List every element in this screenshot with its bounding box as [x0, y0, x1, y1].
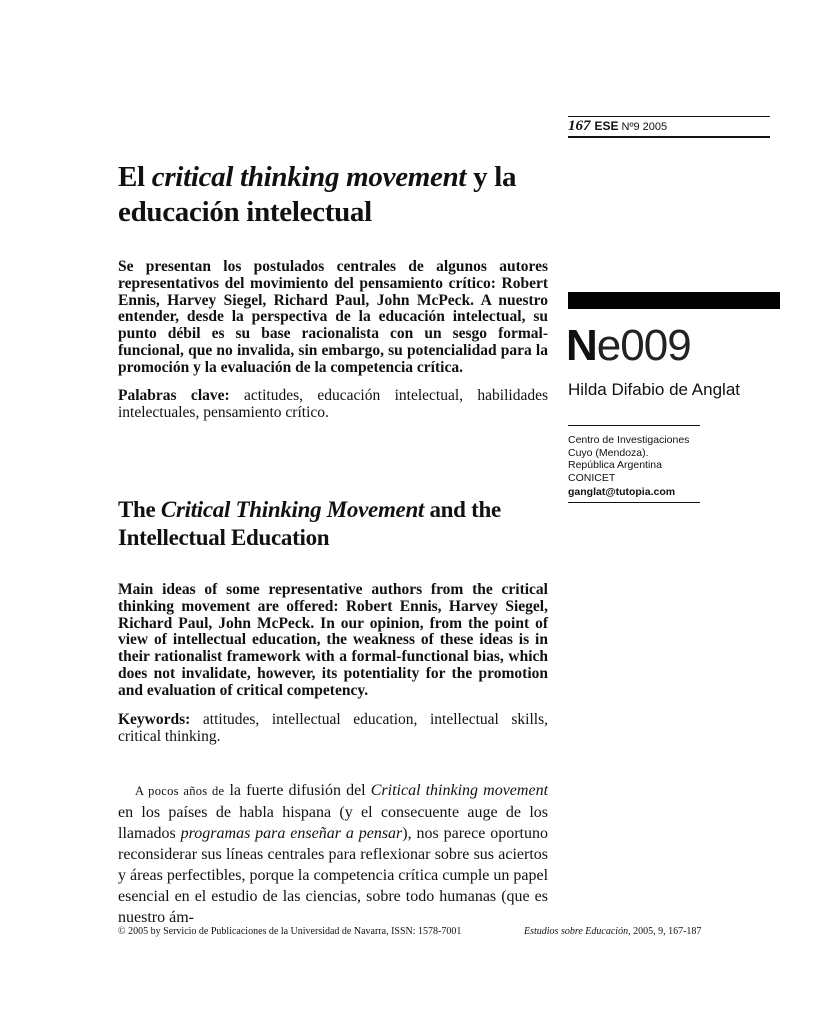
title-english — [118, 496, 558, 552]
copyright-footer: © 2005 by Servicio de Publicaciones de la Universidad de Navarra, ISSN: 1578-7001 — [118, 926, 462, 937]
keywords-spanish — [118, 387, 548, 421]
title-english-post: and the Intellectual Education — [118, 497, 501, 550]
affiliation-line: Cuyo (Mendoza). — [568, 446, 649, 459]
citation-details: , 2005, 9, 167-187 — [628, 926, 702, 937]
title-spanish — [118, 160, 558, 230]
issue-info: Nº9 2005 — [621, 121, 668, 133]
body-text — [118, 780, 548, 928]
keywords-spanish-list: actitudes, educación intelectual, habilidades intelectuales, pensamiento crítico. — [118, 387, 548, 421]
keywords-spanish-label: Palabras clave: — [118, 387, 230, 404]
body-text-run: ), nos parece oportuno reconsiderar sus líneas centrales para reflexionar sobre sus aciertos y áreas perfectibles, porque la competencia crítica cumple un papel esencial en el estudio de las ciencias, sobre todo humanas (que es nuestro ám- — [118, 825, 549, 926]
journal-abbrev: ESE — [594, 119, 619, 133]
citation-footer — [524, 926, 701, 937]
sidebar-divider — [568, 425, 700, 426]
body-italic-run: programas para enseñar a pensar — [180, 825, 403, 842]
sidebar-divider — [568, 502, 700, 503]
article-code — [566, 321, 691, 371]
body-italic-run: Critical thinking movement — [370, 782, 549, 799]
sidebar-black-bar — [568, 292, 780, 309]
header-top-rule — [568, 116, 770, 117]
title-spanish-pre: El — [118, 161, 152, 193]
journal-name: Estudios sobre Educación — [524, 926, 629, 937]
body-smallcaps: A pocos años de — [135, 784, 225, 798]
title-english-italic: Critical Thinking Movement — [160, 497, 425, 522]
header-bottom-rule — [568, 136, 770, 138]
body-paragraph — [118, 780, 548, 928]
running-header — [568, 118, 667, 135]
affiliation-line: República Argentina — [568, 459, 662, 471]
body-text-run: la fuerte difusión del — [224, 782, 371, 799]
affiliation-line: CONICET — [568, 471, 616, 484]
title-english-pre: The — [118, 497, 161, 522]
keywords-english — [118, 711, 548, 745]
body-text-run: en los países de habla hispana (y el consecuente auge de los llamados — [118, 804, 548, 842]
author-name: Hilda Difabio de Anglat — [568, 380, 741, 399]
keywords-english-label: Keywords: — [118, 711, 191, 728]
article-code-bold: N — [566, 321, 597, 370]
author-affiliation — [568, 434, 768, 484]
title-spanish-italic: critical thinking movement — [151, 161, 467, 193]
affiliation-line: Centro de Investigaciones — [568, 434, 690, 446]
title-spanish-post: y la educación intelectual — [118, 161, 517, 228]
keywords-english-list: attitudes, intellectual education, intellectual skills, critical thinking. — [118, 711, 548, 745]
author-email[interactable]: ganglat@tutopia.com — [568, 486, 676, 498]
article-code-light: e009 — [596, 321, 691, 370]
page-number: 167 — [568, 118, 591, 134]
abstract-english: Main ideas of some representative authors from the critical thinking movement are offered: Robert Ennis, Harvey Siegel, Richard Paul, John McPeck. In our opinion, from the point of view of intellectual education, the weakness of these ideas is in their rationalist framework with a formal-functional bias, which does not invalidate, however, its potentiality for the promotion and evaluation of critical competency. — [118, 581, 548, 699]
abstract-spanish: Se presentan los postulados centrales de algunos autores representativos del movimiento del pensamiento crítico: Robert Ennis, Harvey Siegel, Richard Paul, John McPeck. A nuestro entender, desde la perspectiva de la educación intelectual, su punto débil es su base racionalista con un sesgo formal-funcional, que no invalida, sin embargo, su potencialidad para la promoción y la evaluación de la competencia crítica. — [118, 258, 548, 376]
